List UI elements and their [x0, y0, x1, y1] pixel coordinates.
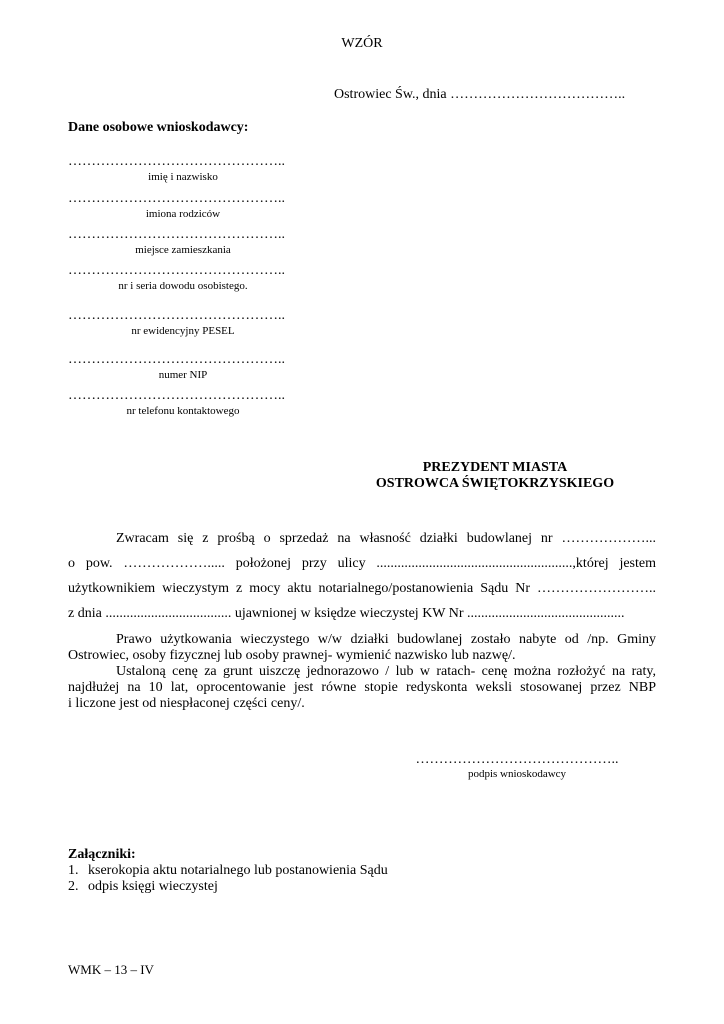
attachment-text: kserokopia aktu notarialnego lub postanowienia Sądu — [88, 863, 388, 878]
field-nip[interactable] — [68, 353, 298, 381]
field-label: nr telefonu kontaktowego — [126, 405, 240, 417]
attachment-item — [68, 863, 388, 879]
request-line-3: użytkownikiem wieczystym z mocy aktu notarialnego/postanowienia Sądu Nr …………………….. — [68, 581, 656, 596]
field-id-card-number[interactable] — [68, 264, 298, 292]
attachments-heading: Załączniki: — [68, 847, 136, 862]
attachments-section — [68, 846, 388, 895]
document-title: WZÓR — [341, 36, 383, 51]
fill-in-line[interactable]: ……………………………………….. — [68, 263, 285, 278]
request-line-1: Zwracam się z prośbą o sprzedaż na własność działki budowlanej nr ………………... — [116, 531, 656, 546]
signature-line[interactable]: …………………………………….. — [415, 752, 619, 767]
place-and-date-line[interactable]: Ostrowiec Św., dnia ……………………………….. — [334, 87, 626, 102]
paragraph-line: Ostrowiec, osoby fizycznej lub osoby prawnej- wymienić nazwisko lub nazwę/. — [68, 648, 516, 663]
paragraph-line: Prawo użytkowania wieczystego w/w działki budowlanej zostało nabyte od /np. Gminy — [116, 632, 656, 647]
attachment-text: odpis księgi wieczystej — [88, 879, 218, 894]
fill-in-line[interactable]: ……………………………………….. — [68, 227, 285, 242]
addressee-line-2: OSTROWCA ŚWIĘTOKRZYSKIEGO — [375, 476, 615, 491]
field-full-name[interactable] — [68, 155, 298, 183]
request-line-2: o pow. ………………..... położonej przy ulicy ........................................................,której jestem — [68, 556, 656, 571]
payment-paragraph — [68, 664, 656, 712]
field-label: imię i nazwisko — [148, 171, 218, 183]
fill-in-line[interactable]: ……………………………………….. — [68, 352, 285, 367]
attachment-number: 2. — [68, 879, 79, 894]
paragraph-line: Ustaloną cenę za grunt uiszczę jednorazowo / lub w ratach- cenę można rozłożyć na raty, — [116, 664, 656, 679]
applicant-section-heading: Dane osobowe wnioskodawcy: — [68, 120, 249, 135]
fill-in-line[interactable]: ……………………………………….. — [68, 191, 285, 206]
field-label: numer NIP — [158, 369, 208, 381]
attachment-number: 1. — [68, 863, 79, 878]
field-label: miejsce zamieszkania — [135, 244, 231, 256]
field-label: nr ewidencyjny PESEL — [131, 325, 235, 337]
field-label: nr i seria dowodu osobistego. — [118, 280, 248, 292]
field-phone[interactable] — [68, 389, 298, 417]
field-residence[interactable] — [68, 228, 298, 256]
paragraph-line: najdłużej na 10 lat, oprocentowanie jest równe stopie redyskonta weksli stosowanej przez NBP — [68, 680, 656, 695]
addressee-line-1: PREZYDENT MIASTA — [422, 460, 568, 475]
fill-in-line[interactable]: ……………………………………….. — [68, 388, 285, 403]
paragraph-line: i liczone jest od niespłaconej części ceny/. — [68, 696, 305, 711]
field-pesel[interactable] — [68, 309, 298, 337]
field-label: imiona rodziców — [145, 208, 221, 220]
fill-in-line[interactable]: ……………………………………….. — [68, 308, 285, 323]
signature-label: podpis wnioskodawcy — [467, 768, 567, 780]
request-line-4: z dnia .................................... ujawnionej w księdze wieczystej KW Nr ............................................. — [68, 606, 625, 621]
attachment-item — [68, 879, 388, 895]
field-parents-names[interactable] — [68, 192, 298, 220]
addressee-block — [340, 460, 650, 492]
form-code: WMK – 13 – IV — [68, 962, 154, 977]
acquisition-paragraph — [68, 632, 656, 664]
fill-in-line[interactable]: ……………………………………….. — [68, 154, 285, 169]
signature-block[interactable] — [412, 752, 622, 780]
